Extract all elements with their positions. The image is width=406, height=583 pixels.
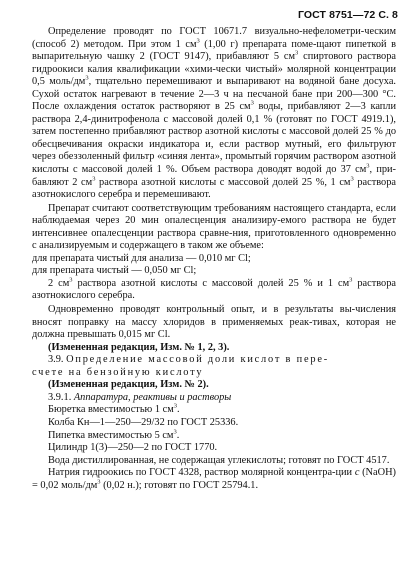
document-body — [32, 26, 396, 492]
revision-note-2: (Измененная редакция, Изм. № 2). — [48, 379, 209, 391]
section-heading-3-9: 3.9. Определение массовой доли кислот в пере- счете на бензойную кислоту — [32, 354, 329, 378]
item-cylinder: Цилиндр 1(3)—250—2 по ГОСТ 1770. — [48, 442, 218, 454]
item-burette: Бюретка вместимостью 1 $см^3$. — [48, 402, 180, 416]
item-flask: Колба Кн—1—250—29/32 по ГОСТ 25336. — [48, 416, 239, 428]
subsection-heading-3-9-1: 3.9.1. Аппаратура, реактивы и растворы — [48, 391, 232, 403]
paragraph-method: Определение проводят по ГОСТ 10671.7 визуально-нефелометри-ческим (способ 2) методом. При этом 1 $см^3$ (1,00 г) препарата поме-щают пипеткой в выпарительную чашку 2 (ГОСТ 9147), прибавляют 5 $см^3$ спиртового раствора гидроокиси калия квалификации «хими-чески чистый» молярной концентрации 0,5 моль/$дм^3$, тщательно перемешивают и выпаривают на водяной бане досуха. Сухой остаток нагревают в течение 2—3 ч на песчаной бане при 200—300 °С. После охлаждения остаток растворяют в 25 $см^3$ воды, прибавляют 2—3 капли раствора 2,4-динитрофенола с массовой долей 0,1 % (готовят по ГОСТ 4919.1), затем постепенно прибавляют раствор азотной кислоты с массовой долей 25 % до обесцвечивания окраски индикатора и, если раствор мутный, его фильтруют через обеззоленный фильтр «синяя лента», промытый горячим раствором азотной кислоты с массовой долей 1 %. Объем раствора доводят водой до 37 $см^3$, при-бавляют 2 $см^3$ раствора азотной кислоты с массовой долей 25 %, 1 $см^3$ раствора азотнокислого серебра и перемешивают. — [32, 26, 397, 201]
list-item-pure-for-analysis: для препарата чистый для анализа — 0,010 мг Cl; — [32, 252, 251, 264]
item-pipette: Пипетка вместимостью 5 $см^3$. — [48, 428, 180, 441]
list-item-pure: для препарата чистый — 0,050 мг Cl; — [32, 265, 197, 277]
paragraph-reagents: 2 $см^3$ раствора азотной кислоты с массовой долей 25 % и 1 $см^3$ раствора азотнокислого серебра. — [32, 276, 396, 302]
paragraph-requirements: Препарат считают соответствующим требованиям настоящего стандарта, если наблюдаемая через 20 мин опалесценция анализиру-емого раствора не будет интенсивнее опалесценции раствора сравне-ния, приготовленного одновременно с анализируемым и содержащего в таком же объеме: — [32, 202, 396, 252]
item-sodium-hydroxide: Натрия гидроокись по ГОСТ 4328, раствор молярной концентра-ции с (NaOH) = 0,02 моль/$дм^3$ (0,02 н.); готовят по ГОСТ 25794.1. — [32, 467, 397, 491]
item-distilled-water: Вода дистиллированная, не содержащая углекислоты; готовят по ГОСТ 4517. — [48, 454, 390, 466]
revision-note-1: (Измененная редакция, Изм. № 1, 2, 3). — [48, 341, 230, 353]
paragraph-control-test: Одновременно проводят контрольный опыт, и в результаты вы-числения вносят поправку на массу хлоридов в применяемых реак-тивах, которая не должна превышать 0,015 мг Cl. — [32, 304, 396, 341]
page-header: ГОСТ 8751—72 С. 8 — [297, 9, 398, 21]
